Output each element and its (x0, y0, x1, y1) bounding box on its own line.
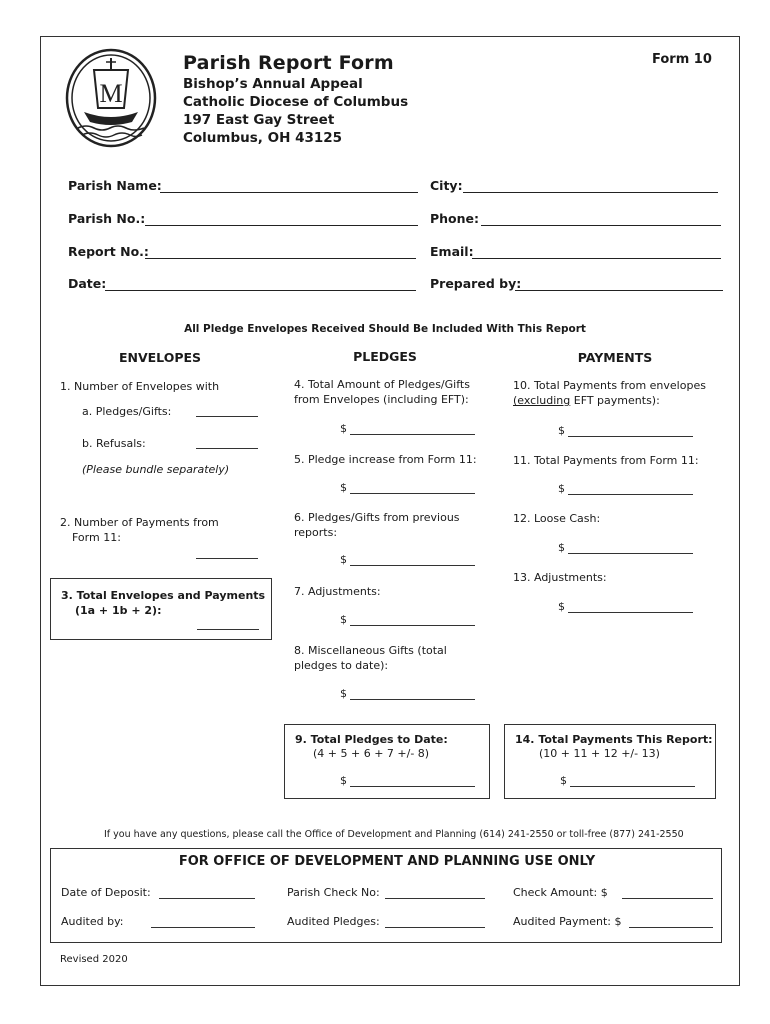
pledges-item-4: 4. Total Amount of Pledges/Gifts (294, 378, 470, 391)
total-envelopes-field[interactable] (197, 618, 259, 630)
city-label: City: (430, 178, 463, 193)
date-field[interactable] (105, 278, 416, 291)
pledges-item-6-field[interactable] (350, 554, 475, 566)
pledges-item-5-field[interactable] (350, 482, 475, 494)
parish-no-label: Parish No.: (68, 211, 146, 226)
eft-payments-text: EFT payments): (570, 394, 660, 407)
pledges-heading: PLEDGES (353, 349, 417, 364)
audited-pledges-label: Audited Pledges: (287, 915, 380, 928)
dollar-sign: $ (340, 774, 347, 787)
envelopes-heading: ENVELOPES (118, 350, 202, 365)
prepared-by-label: Prepared by: (430, 276, 522, 291)
pledges-item-5: 5. Pledge increase from Form 11: (294, 453, 477, 466)
payments-item-11: 11. Total Payments from Form 11: (513, 454, 699, 467)
office-use-box (50, 848, 722, 943)
dollar-sign: $ (340, 613, 347, 626)
dollar-sign: $ (558, 600, 565, 613)
payments-item-13: 13. Adjustments: (513, 571, 607, 584)
office-use-heading: FOR OFFICE OF DEVELOPMENT AND PLANNING USE ONLY (178, 854, 596, 869)
pledges-item-6: 6. Pledges/Gifts from previous (294, 511, 460, 524)
payments-item-11-field[interactable] (568, 483, 693, 495)
date-of-deposit-field[interactable] (159, 887, 255, 899)
phone-field[interactable] (481, 213, 721, 226)
form-number: Form 10 (652, 52, 712, 67)
revised-note: Revised 2020 (60, 954, 128, 965)
total-payments-formula: (10 + 11 + 12 +/- 13) (539, 747, 660, 760)
email-label: Email: (430, 244, 474, 259)
pledges-item-8-cont: pledges to date): (294, 659, 389, 672)
audited-by-field[interactable] (151, 916, 255, 928)
payments-item-12: 12. Loose Cash: (513, 512, 601, 525)
check-amount-field[interactable] (622, 887, 713, 899)
total-envelopes-formula: (1a + 1b + 2): (75, 604, 162, 617)
parish-name-field[interactable] (160, 180, 418, 193)
header-line-4: Columbus, OH 43125 (183, 130, 343, 146)
audited-pledges-field[interactable] (385, 916, 485, 928)
total-payments-field[interactable] (570, 775, 695, 787)
diocese-logo (64, 48, 158, 148)
payments-item-10-field[interactable] (568, 425, 693, 437)
pledges-item-8: 8. Miscellaneous Gifts (total (294, 644, 447, 657)
parish-no-field[interactable] (145, 213, 418, 226)
dollar-sign: $ (340, 481, 347, 494)
prepared-by-field[interactable] (515, 278, 723, 291)
total-pledges-box (284, 724, 490, 799)
contact-note: If you have any questions, please call the Office of Development and Planning (614) 241-2550 or toll-free (877) 241-2550 (104, 829, 684, 840)
date-label: Date: (68, 276, 107, 291)
report-no-label: Report No.: (68, 244, 149, 259)
city-field[interactable] (463, 180, 718, 193)
header-line-2: Catholic Diocese of Columbus (183, 94, 409, 110)
payments-heading: PAYMENTS (577, 350, 653, 365)
check-amount-label: Check Amount: $ (513, 886, 608, 899)
dollar-sign: $ (558, 541, 565, 554)
dollar-sign: $ (340, 422, 347, 435)
form-title: Parish Report Form (183, 52, 394, 74)
envelopes-item-1: 1. Number of Envelopes with (60, 380, 220, 393)
dollar-sign: $ (340, 553, 347, 566)
dollar-sign: $ (558, 424, 565, 437)
dollar-sign: $ (340, 687, 347, 700)
svg-text:M: M (99, 79, 123, 108)
total-payments-box (504, 724, 716, 799)
total-pledges-label: 9. Total Pledges to Date: (295, 733, 448, 746)
parish-check-no-label: Parish Check No: (287, 886, 380, 899)
pledges-gifts-label: a. Pledges/Gifts: (82, 405, 172, 418)
phone-label: Phone: (430, 211, 480, 226)
refusals-label: b. Refusals: (82, 437, 146, 450)
pledges-item-7-field[interactable] (350, 614, 475, 626)
header-line-1: Bishop’s Annual Appeal (183, 76, 363, 92)
audited-payment-label: Audited Payment: $ (513, 915, 622, 928)
pledges-item-8-field[interactable] (350, 688, 475, 700)
total-envelopes-label: 3. Total Envelopes and Payments (61, 589, 266, 602)
envelopes-item-2: 2. Number of Payments from (60, 516, 219, 529)
pledges-item-4-field[interactable] (350, 423, 475, 435)
envelope-note: All Pledge Envelopes Received Should Be Included With This Report (184, 323, 586, 335)
total-payments-label: 14. Total Payments This Report: (515, 733, 713, 746)
email-field[interactable] (472, 246, 721, 259)
dollar-sign: $ (560, 774, 567, 787)
pledges-item-4-cont: from Envelopes (including EFT): (294, 393, 469, 406)
bundle-note: (Please bundle separately) (82, 463, 230, 476)
payments-item-13-field[interactable] (568, 601, 693, 613)
pledges-gifts-field[interactable] (196, 405, 258, 417)
header-line-3: 197 East Gay Street (183, 112, 335, 128)
total-pledges-formula: (4 + 5 + 6 + 7 +/- 8) (313, 747, 430, 760)
audited-payment-field[interactable] (629, 916, 713, 928)
total-pledges-field[interactable] (350, 775, 475, 787)
pledges-item-6-cont: reports: (294, 526, 338, 539)
envelopes-item-2-cont: Form 11: (72, 531, 121, 544)
payments-item-10-cont (513, 394, 660, 407)
report-no-field[interactable] (145, 246, 416, 259)
dollar-sign: $ (558, 482, 565, 495)
excluding-text: (excluding (513, 394, 571, 407)
payments-item-10: 10. Total Payments from envelopes (513, 379, 706, 392)
parish-check-no-field[interactable] (385, 887, 485, 899)
payments-form11-field[interactable] (196, 547, 258, 559)
parish-name-label: Parish Name: (68, 178, 162, 193)
refusals-field[interactable] (196, 437, 258, 449)
pledges-item-7: 7. Adjustments: (294, 585, 381, 598)
date-of-deposit-label: Date of Deposit: (61, 886, 151, 899)
audited-by-label: Audited by: (61, 915, 124, 928)
total-envelopes-box (50, 578, 272, 640)
payments-item-12-field[interactable] (568, 542, 693, 554)
